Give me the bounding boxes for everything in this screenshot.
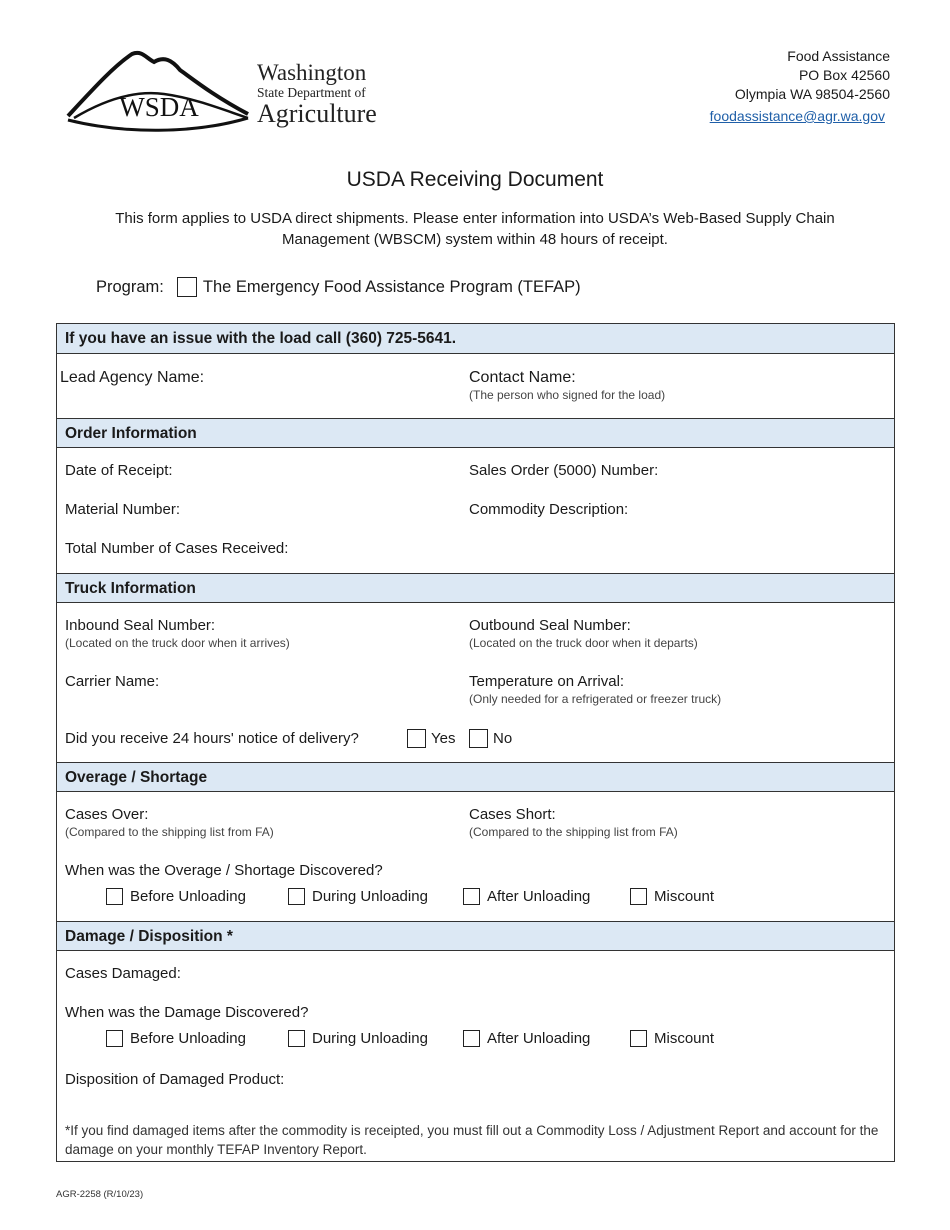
sales-order-label: Sales Order (5000) Number: [469,462,659,479]
cases-over-label: Cases Over: [65,806,149,823]
total-cases-field[interactable] [65,540,288,558]
inbound-seal-label: Inbound Seal Number: [65,617,216,634]
damage-footnote: *If you find damaged items after the commodity is receipted, you must fill out a Commodity Loss / Adjustment Report and account for the damage on your monthly TEFAP Inventory Report. [65,1123,879,1157]
temperature-note: (Only needed for a refrigerated or freezer truck) [469,692,722,706]
email-link[interactable]: foodassistance@agr.wa.gov [709,108,885,124]
damage-miscount-option[interactable] [630,1030,714,1047]
damage-miscount-checkbox[interactable] [630,1030,647,1047]
damage-after-option[interactable] [463,1030,590,1047]
agency-section [57,354,894,418]
lead-agency-label: Lead Agency Name: [60,369,205,386]
cases-short-note: (Compared to the shipping list from FA) [469,825,678,839]
commodity-description-field[interactable] [469,501,628,519]
overage-during-checkbox[interactable] [288,888,305,905]
damage-miscount-label: Miscount [654,1030,715,1047]
temperature-label: Temperature on Arrival: [469,673,625,690]
damage-during-option[interactable] [288,1030,428,1047]
truck-info-header: Truck Information [57,573,894,603]
mountain-logo-icon [64,48,254,134]
cases-damaged-label: Cases Damaged: [65,965,181,982]
overage-during-option[interactable] [288,888,428,905]
damage-before-label: Before Unloading [130,1030,246,1047]
overage-miscount-option[interactable] [630,888,714,905]
form-id: AGR-2258 (R/10/23) [56,1189,144,1200]
notice-question: Did you receive 24 hours' notice of delivery? [65,730,359,747]
issue-header: If you have an issue with the load call (360) 725-5641. [57,324,894,354]
wsda-logo [64,48,384,134]
overage-before-option[interactable] [106,888,246,905]
damage-question: When was the Damage Discovered? [65,1004,309,1021]
material-number-label: Material Number: [65,501,181,518]
cases-damaged-field[interactable] [65,965,181,983]
logo-line-1: Washington [257,60,367,85]
notice-yes-checkbox[interactable] [407,729,426,748]
overage-after-label: After Unloading [487,888,591,905]
lead-agency-field[interactable] [60,369,204,387]
commodity-description-label: Commodity Description: [469,501,629,518]
overage-after-checkbox[interactable] [463,888,480,905]
address-line-3: Olympia WA 98504-2560 [734,86,890,102]
notice-no-option[interactable] [469,729,512,748]
receiving-form [56,323,895,1162]
overage-before-label: Before Unloading [130,888,246,905]
material-number-field[interactable] [65,501,180,519]
inbound-seal-field[interactable] [65,617,290,651]
sales-order-field[interactable] [469,462,658,480]
overage-shortage-section [57,792,894,921]
order-info-header: Order Information [57,418,894,448]
notice-yes-label: Yes [431,730,456,747]
overage-before-checkbox[interactable] [106,888,123,905]
damage-disposition-header: Damage / Disposition * [57,921,894,951]
date-of-receipt-label: Date of Receipt: [65,462,173,479]
logo-wordmark [257,60,377,127]
logo-line-3: Agriculture [257,99,377,128]
inbound-seal-note: (Located on the truck door when it arrives) [65,636,290,650]
tefap-option-label: The Emergency Food Assistance Program (TEFAP) [202,277,581,296]
contact-name-label: Contact Name: [469,369,576,386]
address-line-2: PO Box 42560 [798,67,890,83]
logo-line-2: State Department of [257,85,366,100]
page-title: USDA Receiving Document [346,168,604,191]
disposition-field[interactable] [65,1071,284,1089]
notice-no-label: No [493,730,513,747]
damage-after-label: After Unloading [487,1030,591,1047]
outbound-seal-note: (Located on the truck door when it departs) [469,636,698,650]
damage-before-checkbox[interactable] [106,1030,123,1047]
carrier-name-label: Carrier Name: [65,673,160,690]
cases-over-field[interactable] [65,806,274,840]
truck-info-section [57,603,894,762]
overage-after-option[interactable] [463,888,590,905]
overage-question: When was the Overage / Shortage Discovered? [65,862,383,879]
damage-before-option[interactable] [106,1030,246,1047]
program-label: Program: [96,277,164,296]
notice-no-checkbox[interactable] [469,729,488,748]
cases-over-note: (Compared to the shipping list from FA) [65,825,274,839]
address-line-1: Food Assistance [787,48,890,64]
overage-miscount-label: Miscount [654,888,715,905]
tefap-checkbox[interactable] [177,277,197,297]
total-cases-label: Total Number of Cases Received: [65,540,289,557]
program-row [96,277,581,297]
overage-shortage-header: Overage / Shortage [57,762,894,792]
overage-during-label: During Unloading [312,888,428,905]
svg-text:WSDA: WSDA [119,92,199,122]
order-info-section [57,448,894,573]
contact-name-note: (The person who signed for the load) [469,388,666,402]
outbound-seal-field[interactable] [469,617,698,651]
overage-miscount-checkbox[interactable] [630,888,647,905]
damage-disposition-section [57,951,894,1159]
damage-during-checkbox[interactable] [288,1030,305,1047]
notice-yes-option[interactable] [407,729,455,748]
contact-name-field[interactable] [469,369,665,403]
date-of-receipt-field[interactable] [65,462,173,480]
carrier-name-field[interactable] [65,673,159,691]
address-block [710,47,890,126]
outbound-seal-label: Outbound Seal Number: [469,617,631,634]
disposition-label: Disposition of Damaged Product: [65,1071,285,1088]
temperature-field[interactable] [469,673,721,707]
cases-short-label: Cases Short: [469,806,556,823]
intro-text: This form applies to USDA direct shipments. Please enter information into USDA’s Web-Based Supply Chain Management (WBSCM) system within 48 hours of receipt. [115,210,835,248]
damage-after-checkbox[interactable] [463,1030,480,1047]
damage-during-label: During Unloading [312,1030,428,1047]
cases-short-field[interactable] [469,806,678,840]
